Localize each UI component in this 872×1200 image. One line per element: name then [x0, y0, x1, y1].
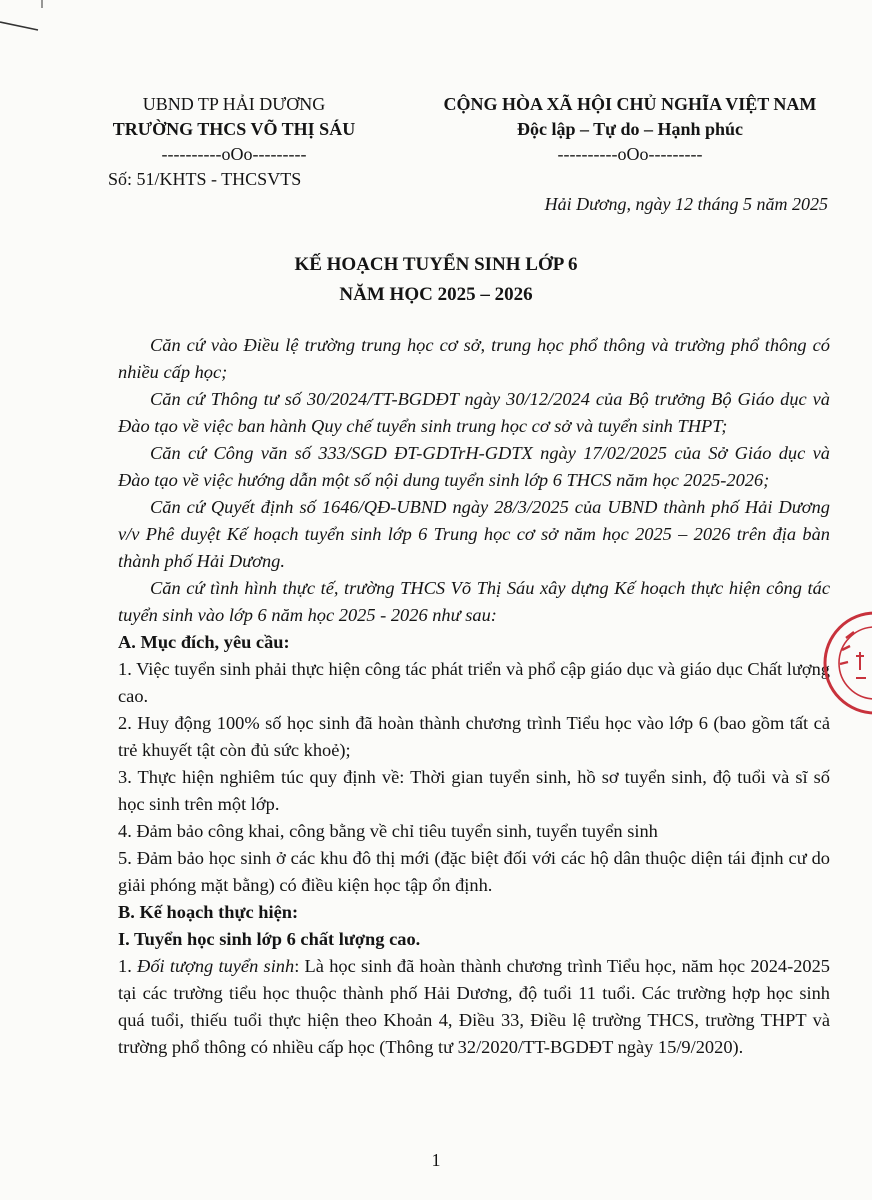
- section-a-item-3: 3. Thực hiện nghiêm túc quy định về: Thời gian tuyển sinh, hồ sơ tuyển sinh, độ tuổi và sĩ số học sinh trên một lớp.: [118, 767, 830, 814]
- section-a-item-4: 4. Đảm bảo công khai, công bằng về chỉ tiêu tuyển sinh, tuyển tuyển sinh: [118, 821, 658, 841]
- page-number: 1: [431, 1150, 441, 1170]
- item-text: : Là học sinh đã hoàn thành chương trình Tiểu học, năm học 2024-2025 tại các trường tiểu học thuộc thành phố Hải Dương, độ tuổi 11 tuổi. Các trường hợp học sinh quá tuổi, thiếu tuổi thực hiện theo Khoản 4, Điều 33, Điều lệ trường THCS, trường THPT và trường phổ thông có nhiều cấp học (Thông tư 32/2020/TT-BGDĐT ngày 15/9/2020).: [118, 956, 831, 1057]
- document-body: [118, 332, 830, 1061]
- document-subtitle: NĂM HỌC 2025 – 2026: [339, 284, 533, 305]
- legal-basis-2: Căn cứ Thông tư số 30/2024/TT-BGDĐT ngày 30/12/2024 của Bộ trưởng Bộ Giáo dục và Đào tạo về việc ban hành Quy chế tuyển sinh trung học cơ sở và tuyển sinh THPT;: [118, 389, 830, 436]
- section-a-item-5: 5. Đảm bảo học sinh ở các khu đô thị mới (đặc biệt đối với các hộ dân thuộc diện tái định cư do giải phóng mặt bằng) có điều kiện học tập ổn định.: [118, 848, 830, 895]
- issuer-block: [100, 92, 368, 192]
- document-date: Hải Dương, ngày 12 tháng 5 năm 2025: [544, 194, 828, 214]
- issuer-school: TRƯỜNG THCS VÕ THỊ SÁU: [112, 119, 356, 139]
- motto-divider: ----------oOo---------: [557, 144, 703, 164]
- item-number: 1.: [118, 956, 138, 976]
- section-b-heading: B. Kế hoạch thực hiện:: [118, 902, 299, 922]
- legal-basis-4: Căn cứ Quyết định số 1646/QĐ-UBND ngày 28/3/2025 của UBND thành phố Hải Dương v/v Phê duyệt Kế hoạch tuyển sinh lớp 6 Trung học cơ sở năm học 2025 – 2026 trên địa bàn thành phố Hải Dương.: [118, 497, 830, 571]
- national-motto: Độc lập – Tự do – Hạnh phúc: [516, 119, 744, 139]
- legal-basis-5: Căn cứ tình hình thực tế, trường THCS Võ Thị Sáu xây dựng Kế hoạch thực hiện công tác tuyển sinh vào lớp 6 năm học 2025 - 2026 như sau:: [118, 578, 830, 625]
- section-b1-heading: I. Tuyển học sinh lớp 6 chất lượng cao.: [118, 929, 421, 949]
- section-a-heading: A. Mục đích, yêu cầu:: [118, 632, 290, 652]
- national-title: CỘNG HÒA XÃ HỘI CHỦ NGHĨA VIỆT NAM: [443, 94, 817, 114]
- issuer-authority: UBND TP HẢI DƯƠNG: [142, 94, 326, 114]
- issuer-divider: ----------oOo---------: [161, 144, 307, 164]
- document-title: KẾ HOẠCH TUYỂN SINH LỚP 6: [294, 254, 578, 275]
- document-number: Số: 51/KHTS - THCSVTS: [108, 169, 302, 189]
- legal-basis-3: Căn cứ Công văn số 333/SGD ĐT-GDTrH-GDTX ngày 17/02/2025 của Sở Giáo dục và Đào tạo về việc hướng dẫn một số nội dung tuyển sinh lớp 6 THCS năm học 2025-2026;: [118, 443, 830, 490]
- item-label: Đối tượng tuyển sinh: [137, 956, 295, 976]
- national-motto-block: [412, 92, 848, 167]
- section-a-item-1: 1. Việc tuyển sinh phải thực hiện công tác phát triển và phổ cập giáo dục và giáo dục Chất lượng cao.: [118, 659, 830, 706]
- scan-edge-mark: [0, 0, 60, 40]
- section-b1-item-1: [118, 953, 830, 1061]
- section-a-item-2: 2. Huy động 100% số học sinh đã hoàn thành chương trình Tiểu học vào lớp 6 (bao gồm tất cả trẻ khuyết tật còn đủ sức khoẻ);: [118, 713, 830, 760]
- official-seal-stamp: [820, 608, 872, 718]
- legal-basis-1: Căn cứ vào Điều lệ trường trung học cơ sở, trung học phổ thông và trường phổ thông có nhiều cấp học;: [118, 335, 830, 382]
